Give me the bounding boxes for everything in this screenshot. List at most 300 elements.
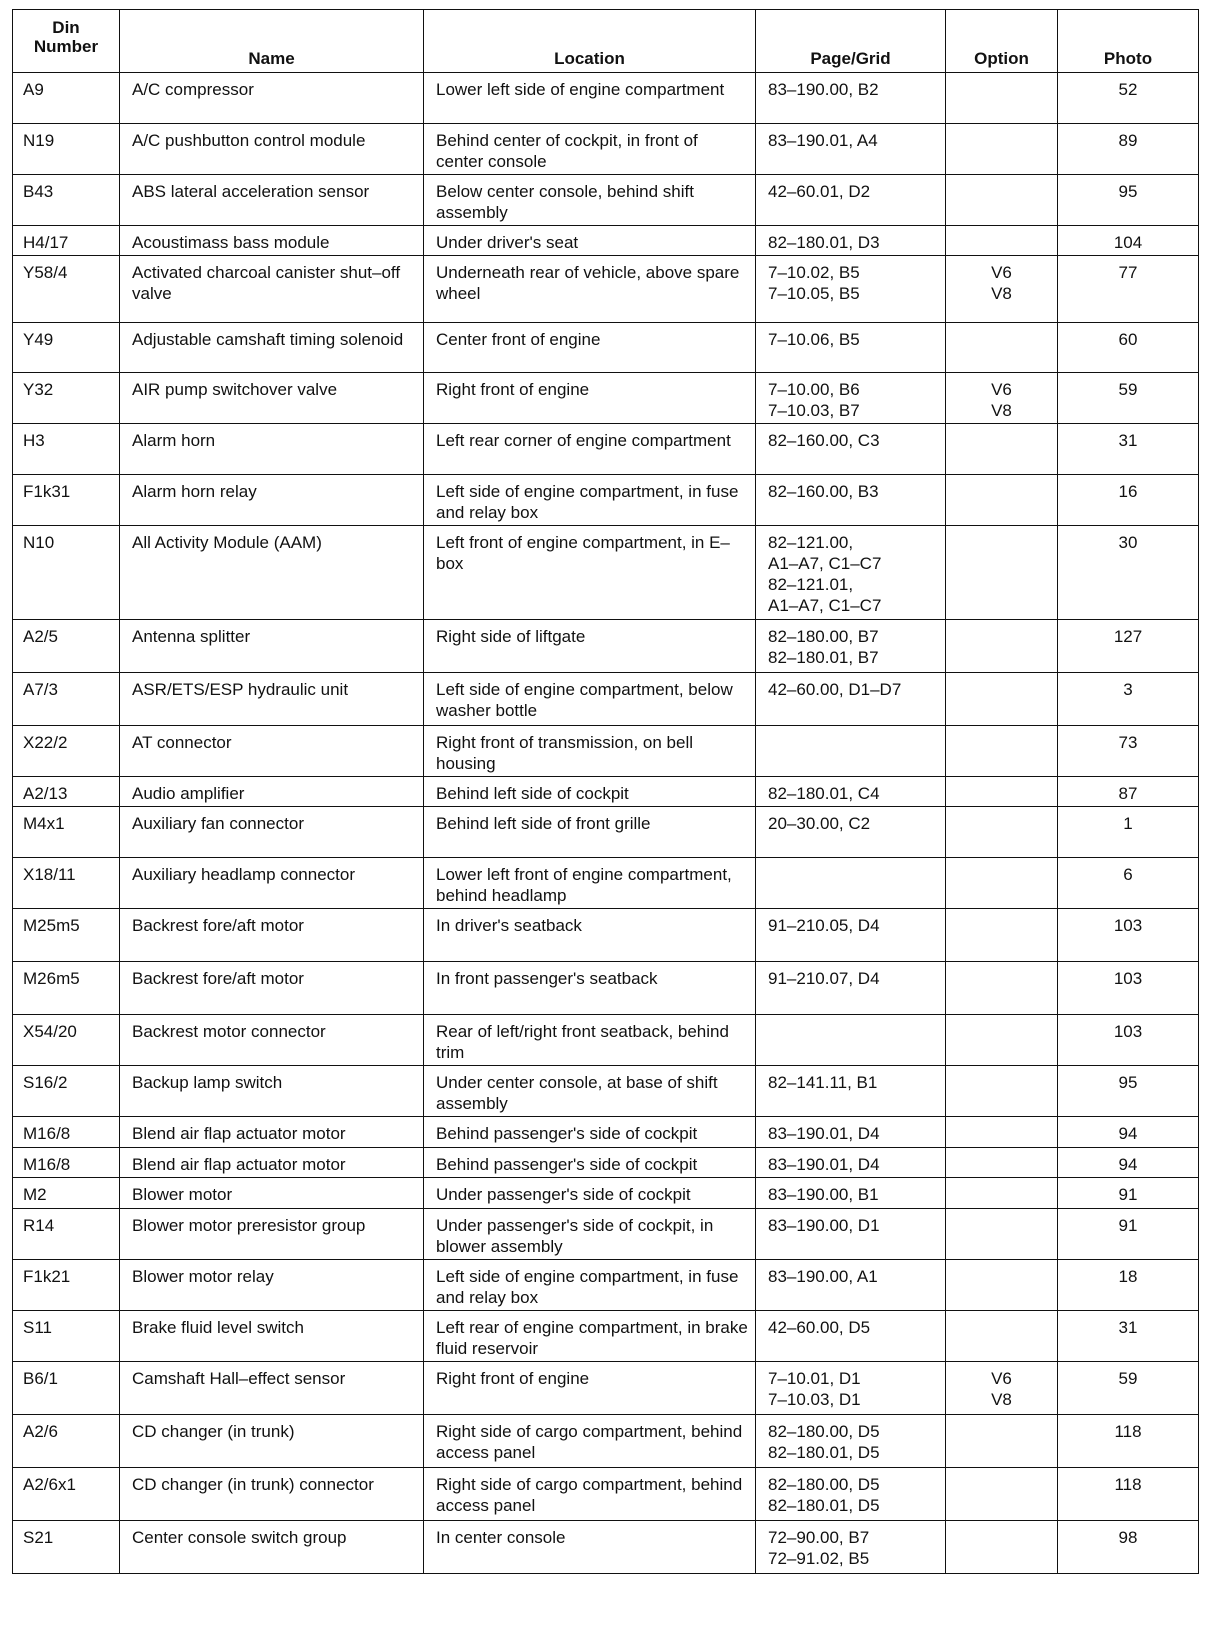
table-row	[13, 373, 1199, 424]
cell-name	[120, 1178, 424, 1209]
cell-option	[946, 1260, 1058, 1311]
table-row	[13, 1521, 1199, 1574]
cell-page-grid	[756, 373, 946, 424]
cell-photo	[1058, 673, 1199, 726]
cell-din-number	[13, 673, 120, 726]
table-row	[13, 475, 1199, 526]
page-grid-line: 82–180.00, B7	[768, 627, 879, 646]
cell-location	[424, 526, 756, 620]
page-grid-line: 82–180.00, D5	[768, 1422, 880, 1441]
cell-page-grid	[756, 124, 946, 175]
cell-din-number	[13, 726, 120, 777]
table-row	[13, 424, 1199, 475]
page-grid-line: 7–10.01, D1	[768, 1369, 861, 1388]
cell-location	[424, 175, 756, 226]
location-text: Left side of engine compartment, in fuse and relay box	[436, 482, 739, 522]
cell-name	[120, 475, 424, 526]
name-text: ASR/ETS/ESP hydraulic unit	[132, 680, 349, 699]
table-row	[13, 1117, 1199, 1148]
cell-location	[424, 424, 756, 475]
location-text: Under passenger's side of cockpit, in blower assembly	[436, 1216, 714, 1256]
cell-name	[120, 962, 424, 1015]
cell-photo	[1058, 323, 1199, 373]
name-text: CD changer (in trunk)	[132, 1422, 295, 1441]
cell-name	[120, 175, 424, 226]
cell-page-grid	[756, 73, 946, 124]
cell-name	[120, 1117, 424, 1148]
page-grid-line: 83–190.00, D1	[768, 1216, 880, 1235]
din-number-text: Y32	[23, 380, 54, 399]
cell-option	[946, 424, 1058, 475]
table-row	[13, 726, 1199, 777]
cell-photo	[1058, 807, 1199, 858]
page-grid-line: 91–210.05, D4	[768, 916, 880, 935]
table-row	[13, 962, 1199, 1015]
photo-number: 118	[1114, 1475, 1142, 1494]
header-din-number	[13, 10, 120, 73]
cell-page-grid	[756, 1362, 946, 1415]
cell-din-number	[13, 526, 120, 620]
din-number-text: S16/2	[23, 1073, 68, 1092]
cell-page-grid	[756, 475, 946, 526]
cell-din-number	[13, 424, 120, 475]
location-text: Under driver's seat	[436, 233, 579, 252]
name-text: Blower motor	[132, 1185, 233, 1204]
table-row	[13, 256, 1199, 323]
option-line: V8	[991, 284, 1012, 303]
cell-name	[120, 1362, 424, 1415]
location-text: Under center console, at base of shift assembly	[436, 1073, 718, 1113]
cell-name	[120, 256, 424, 323]
din-number-text: A2/6x1	[23, 1475, 76, 1494]
page-grid-line: 7–10.03, D1	[768, 1390, 861, 1409]
din-number-text: S21	[23, 1528, 54, 1547]
location-text: Lower left front of engine compartment, behind headlamp	[436, 865, 732, 905]
page-grid-line: 82–180.01, D5	[768, 1443, 880, 1462]
header-option: Option	[946, 10, 1058, 73]
name-text: Backrest motor connector	[132, 1022, 326, 1041]
name-text: Activated charcoal canister shut–off valve	[132, 263, 401, 303]
cell-din-number	[13, 1209, 120, 1260]
cell-photo	[1058, 1148, 1199, 1178]
cell-location	[424, 1178, 756, 1209]
option-line: V6	[991, 263, 1012, 282]
cell-location	[424, 1117, 756, 1148]
page-grid-line: 83–190.00, B1	[768, 1185, 879, 1204]
cell-name	[120, 323, 424, 373]
location-text: Left side of engine compartment, below washer bottle	[436, 680, 733, 720]
cell-location	[424, 256, 756, 323]
photo-number: 30	[1118, 533, 1138, 552]
din-number-text: F1k21	[23, 1267, 71, 1286]
din-number-text: M2	[23, 1185, 47, 1204]
cell-option	[946, 73, 1058, 124]
din-number-text: N19	[23, 131, 55, 150]
header-page-grid: Page/Grid	[756, 10, 946, 73]
cell-din-number	[13, 1362, 120, 1415]
page-grid-line: A1–A7, C1–C7	[768, 596, 882, 615]
cell-din-number	[13, 256, 120, 323]
cell-page-grid	[756, 1521, 946, 1574]
header-location: Location	[424, 10, 756, 73]
location-text: In center console	[436, 1528, 566, 1547]
photo-number: 103	[1113, 916, 1143, 935]
photo-number: 103	[1113, 1022, 1143, 1041]
name-text: Acoustimass bass module	[132, 233, 330, 252]
cell-name	[120, 909, 424, 962]
photo-number: 127	[1113, 627, 1143, 646]
cell-name	[120, 1260, 424, 1311]
cell-option	[946, 526, 1058, 620]
cell-photo	[1058, 1178, 1199, 1209]
cell-din-number	[13, 807, 120, 858]
table-row	[13, 124, 1199, 175]
table-row	[13, 1148, 1199, 1178]
cell-page-grid	[756, 620, 946, 673]
cell-name	[120, 226, 424, 256]
cell-location	[424, 962, 756, 1015]
location-text: Behind passenger's side of cockpit	[436, 1124, 698, 1143]
cell-option	[946, 620, 1058, 673]
cell-name	[120, 620, 424, 673]
table-row	[13, 526, 1199, 620]
cell-photo	[1058, 175, 1199, 226]
location-text: Left side of engine compartment, in fuse and relay box	[436, 1267, 739, 1307]
photo-number: 104	[1113, 233, 1143, 252]
page-grid-line: 91–210.07, D4	[768, 969, 880, 988]
table-row	[13, 226, 1199, 256]
cell-photo	[1058, 1209, 1199, 1260]
photo-number: 16	[1118, 482, 1138, 501]
din-number-text: S11	[23, 1318, 52, 1337]
table-row	[13, 175, 1199, 226]
page-grid-line: 82–141.11, B1	[768, 1073, 878, 1092]
cell-name	[120, 1148, 424, 1178]
cell-page-grid	[756, 909, 946, 962]
location-text: Right front of engine	[436, 380, 590, 399]
cell-name	[120, 1468, 424, 1521]
cell-page-grid	[756, 858, 946, 909]
cell-photo	[1058, 909, 1199, 962]
cell-page-grid	[756, 1260, 946, 1311]
din-number-text: M4x1	[23, 814, 65, 833]
cell-option	[946, 1015, 1058, 1066]
table-row	[13, 1362, 1199, 1415]
photo-number: 89	[1118, 131, 1138, 150]
cell-photo	[1058, 256, 1199, 323]
din-number-text: X54/20	[23, 1022, 77, 1041]
photo-number: 59	[1118, 380, 1138, 399]
name-text: Antenna splitter	[132, 627, 251, 646]
cell-option	[946, 1178, 1058, 1209]
cell-option	[946, 323, 1058, 373]
cell-din-number	[13, 373, 120, 424]
location-text: Right side of cargo compartment, behind access panel	[436, 1422, 743, 1462]
din-number-text: A9	[23, 80, 44, 99]
cell-page-grid	[756, 1415, 946, 1468]
page-grid-line: 82–180.00, D5	[768, 1475, 880, 1494]
page-grid-line: 82–160.00, C3	[768, 431, 880, 450]
cell-photo	[1058, 424, 1199, 475]
page-grid-line: 83–190.00, B2	[768, 80, 879, 99]
location-text: In driver's seatback	[436, 916, 582, 935]
table-row	[13, 1415, 1199, 1468]
cell-location	[424, 226, 756, 256]
cell-name	[120, 807, 424, 858]
cell-din-number	[13, 1311, 120, 1362]
table-row	[13, 909, 1199, 962]
cell-name	[120, 673, 424, 726]
cell-page-grid	[756, 1066, 946, 1117]
cell-din-number	[13, 1260, 120, 1311]
cell-page-grid	[756, 1178, 946, 1209]
name-text: Center console switch group	[132, 1528, 347, 1547]
cell-photo	[1058, 620, 1199, 673]
cell-location	[424, 1260, 756, 1311]
cell-photo	[1058, 1362, 1199, 1415]
cell-option	[946, 1117, 1058, 1148]
cell-din-number	[13, 475, 120, 526]
cell-option	[946, 1521, 1058, 1574]
location-text: Left rear corner of engine compartment	[436, 431, 731, 450]
page-grid-line: 7–10.05, B5	[768, 284, 860, 303]
cell-option	[946, 373, 1058, 424]
cell-din-number	[13, 73, 120, 124]
din-number-text: B6/1	[23, 1369, 58, 1388]
cell-name	[120, 1521, 424, 1574]
location-text: Left front of engine compartment, in E–box	[436, 533, 730, 573]
page-grid-line: 82–180.01, D3	[768, 233, 880, 252]
location-text: Behind left side of front grille	[436, 814, 651, 833]
cell-photo	[1058, 475, 1199, 526]
cell-option	[946, 256, 1058, 323]
table-header	[13, 10, 1199, 73]
name-text: Backup lamp switch	[132, 1073, 283, 1092]
photo-number: 103	[1113, 969, 1143, 988]
name-text: A/C compressor	[132, 80, 254, 99]
photo-number: 6	[1123, 865, 1133, 884]
photo-number: 94	[1118, 1155, 1138, 1174]
cell-din-number	[13, 175, 120, 226]
cell-page-grid	[756, 777, 946, 807]
cell-name	[120, 373, 424, 424]
cell-page-grid	[756, 962, 946, 1015]
cell-option	[946, 1311, 1058, 1362]
photo-number: 73	[1118, 733, 1138, 752]
photo-number: 91	[1118, 1216, 1138, 1235]
cell-option	[946, 858, 1058, 909]
cell-page-grid	[756, 1148, 946, 1178]
name-text: Brake fluid level switch	[132, 1318, 304, 1337]
cell-location	[424, 1521, 756, 1574]
cell-option	[946, 1468, 1058, 1521]
location-text: Right side of cargo compartment, behind access panel	[436, 1475, 743, 1515]
photo-number: 52	[1118, 80, 1138, 99]
cell-option	[946, 1362, 1058, 1415]
location-text: Left rear of engine compartment, in brake fluid reservoir	[436, 1318, 748, 1358]
cell-location	[424, 373, 756, 424]
page-grid-line: 72–90.00, B7	[768, 1528, 870, 1547]
cell-option	[946, 175, 1058, 226]
cell-photo	[1058, 1066, 1199, 1117]
photo-number: 87	[1118, 784, 1138, 803]
cell-name	[120, 1066, 424, 1117]
table-row	[13, 1178, 1199, 1209]
option-line: V8	[991, 401, 1012, 420]
cell-location	[424, 1148, 756, 1178]
page-grid-line: 83–190.00, A1	[768, 1267, 878, 1286]
din-number-text: M16/8	[23, 1155, 71, 1174]
din-number-text: M25m5	[23, 916, 80, 935]
cell-location	[424, 726, 756, 777]
name-text: AIR pump switchover valve	[132, 380, 338, 399]
cell-option	[946, 226, 1058, 256]
location-text: Behind passenger's side of cockpit	[436, 1155, 698, 1174]
cell-name	[120, 777, 424, 807]
page-grid-line: 82–121.01,	[768, 575, 854, 594]
photo-number: 118	[1114, 1422, 1142, 1441]
table-row	[13, 858, 1199, 909]
cell-location	[424, 620, 756, 673]
page-grid-line: 83–190.01, A4	[768, 131, 878, 150]
din-number-text: H3	[23, 431, 45, 450]
photo-number: 77	[1118, 263, 1138, 282]
cell-page-grid	[756, 1209, 946, 1260]
cell-option	[946, 1209, 1058, 1260]
cell-option	[946, 962, 1058, 1015]
cell-din-number	[13, 962, 120, 1015]
cell-name	[120, 1311, 424, 1362]
page-grid-line: A1–A7, C1–C7	[768, 554, 882, 573]
table-row	[13, 73, 1199, 124]
cell-din-number	[13, 226, 120, 256]
cell-name	[120, 424, 424, 475]
header-name: Name	[120, 10, 424, 73]
table-row	[13, 323, 1199, 373]
table-row	[13, 1066, 1199, 1117]
cell-page-grid	[756, 673, 946, 726]
cell-din-number	[13, 1178, 120, 1209]
location-text: In front passenger's seatback	[436, 969, 658, 988]
cell-name	[120, 73, 424, 124]
location-text: Right side of liftgate	[436, 627, 586, 646]
cell-option	[946, 673, 1058, 726]
photo-number: 31	[1118, 1318, 1138, 1337]
name-text: Backrest fore/aft motor	[132, 916, 304, 935]
name-text: Alarm horn relay	[132, 482, 257, 501]
cell-name	[120, 1209, 424, 1260]
name-text: Blower motor relay	[132, 1267, 274, 1286]
cell-location	[424, 1468, 756, 1521]
cell-din-number	[13, 323, 120, 373]
cell-option	[946, 807, 1058, 858]
cell-photo	[1058, 1117, 1199, 1148]
cell-photo	[1058, 226, 1199, 256]
photo-number: 95	[1118, 1073, 1138, 1092]
din-number-text: A2/5	[23, 627, 58, 646]
header-photo: Photo	[1058, 10, 1199, 73]
name-text: Camshaft Hall–effect sensor	[132, 1369, 346, 1388]
location-text: Below center console, behind shift assembly	[436, 182, 694, 222]
cell-location	[424, 1209, 756, 1260]
photo-number: 3	[1123, 680, 1133, 699]
din-number-text: N10	[23, 533, 55, 552]
cell-din-number	[13, 1468, 120, 1521]
name-text: All Activity Module (AAM)	[132, 533, 322, 552]
page-grid-line: 20–30.00, C2	[768, 814, 871, 833]
cell-din-number	[13, 1521, 120, 1574]
option-line: V6	[991, 380, 1012, 399]
cell-option	[946, 777, 1058, 807]
cell-page-grid	[756, 1468, 946, 1521]
cell-photo	[1058, 962, 1199, 1015]
cell-location	[424, 1311, 756, 1362]
cell-photo	[1058, 124, 1199, 175]
cell-location	[424, 124, 756, 175]
cell-option	[946, 1148, 1058, 1178]
cell-page-grid	[756, 526, 946, 620]
name-text: Blower motor preresistor group	[132, 1216, 366, 1235]
page-grid-line: 82–180.01, C4	[768, 784, 880, 803]
component-location-table	[12, 9, 1199, 1574]
name-text: Audio amplifier	[132, 784, 245, 803]
cell-photo	[1058, 1311, 1199, 1362]
cell-photo	[1058, 1260, 1199, 1311]
location-text: Center front of engine	[436, 330, 601, 349]
location-text: Right front of engine	[436, 1369, 590, 1388]
page-grid-line: 7–10.06, B5	[768, 330, 860, 349]
page-grid-line: 82–180.01, B7	[768, 648, 879, 667]
page-grid-line: 82–180.01, D5	[768, 1496, 880, 1515]
name-text: Auxiliary headlamp connector	[132, 865, 356, 884]
header-din-line2: Number	[33, 37, 99, 56]
cell-page-grid	[756, 726, 946, 777]
cell-page-grid	[756, 226, 946, 256]
name-text: AT connector	[132, 733, 232, 752]
page-grid-line: 42–60.01, D2	[768, 182, 871, 201]
cell-page-grid	[756, 175, 946, 226]
cell-photo	[1058, 1015, 1199, 1066]
location-text: Behind left side of cockpit	[436, 784, 629, 803]
cell-din-number	[13, 1015, 120, 1066]
option-line: V6	[991, 1369, 1012, 1388]
cell-din-number	[13, 858, 120, 909]
location-text: Lower left side of engine compartment	[436, 80, 725, 99]
cell-photo	[1058, 526, 1199, 620]
table-row	[13, 807, 1199, 858]
cell-page-grid	[756, 424, 946, 475]
din-number-text: A2/6	[23, 1422, 58, 1441]
page-grid-line: 42–60.00, D1–D7	[768, 680, 902, 699]
table-row	[13, 1311, 1199, 1362]
name-text: Blend air flap actuator motor	[132, 1124, 346, 1143]
din-number-text: X18/11	[23, 865, 76, 884]
page-grid-line: 83–190.01, D4	[768, 1155, 880, 1174]
location-text: Rear of left/right front seatback, behind trim	[436, 1022, 729, 1062]
cell-page-grid	[756, 256, 946, 323]
cell-name	[120, 124, 424, 175]
cell-name	[120, 858, 424, 909]
table-row	[13, 1468, 1199, 1521]
cell-name	[120, 1415, 424, 1468]
cell-location	[424, 909, 756, 962]
cell-din-number	[13, 1117, 120, 1148]
photo-number: 59	[1118, 1369, 1138, 1388]
cell-name	[120, 526, 424, 620]
din-number-text: R14	[23, 1216, 55, 1235]
din-number-text: M16/8	[23, 1124, 71, 1143]
cell-option	[946, 1066, 1058, 1117]
